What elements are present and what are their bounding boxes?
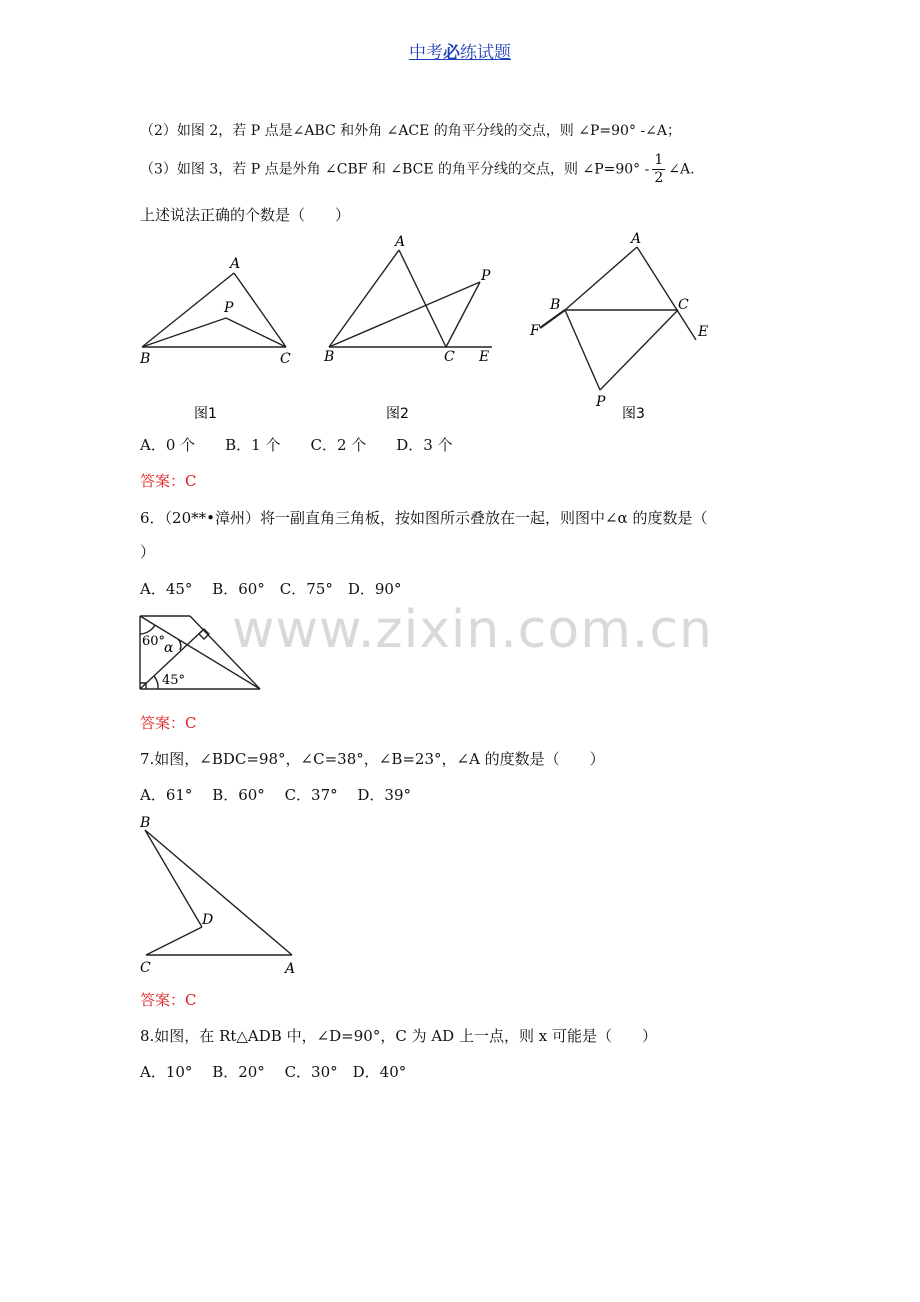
figure-3 <box>520 225 720 430</box>
fig1-label-c: C <box>280 351 291 367</box>
fig1-label-p: P <box>224 300 234 316</box>
fig3-label-f: F <box>530 323 540 339</box>
fig3-label-p: P <box>596 394 606 410</box>
q7-label-a: A <box>285 961 296 977</box>
q6-arc-60 <box>140 625 155 634</box>
fig3-label-c: C <box>678 297 689 313</box>
fig2-label-a: A <box>395 234 406 250</box>
fig2-label-b: B <box>324 349 335 365</box>
fig2-label-p: P <box>481 268 491 284</box>
fig3-label-b: B <box>550 297 561 313</box>
q5-statement-3-pre: （3）如图 3，若 P 点是外角 ∠CBF 和 ∠BCE 的角平分线的交点，则 ∠P=90° - <box>140 161 650 178</box>
q5-statement-2: （2）如图 2，若 P 点是∠ABC 和外角 ∠ACE 的角平分线的交点，则 ∠P=90° -∠A； <box>140 123 681 139</box>
q7-stem: 7.如图，∠BDC=98°，∠C=38°，∠B=23°，∠A 的度数是（ ） <box>140 750 605 768</box>
fig1-segment-ac <box>234 273 286 347</box>
fig3-label-a: A <box>631 231 642 247</box>
fig1-segment-bp <box>142 318 226 347</box>
q6-answer: 答案：C <box>140 714 197 732</box>
q7-label-d: D <box>202 912 214 928</box>
q6-label-alpha: α <box>164 640 174 656</box>
q8-options: A．10° B．20° C．30° D．40° <box>140 1063 407 1081</box>
q6-arc-45 <box>154 676 158 689</box>
fig2-label-c: C <box>444 349 455 365</box>
q7-segment-bd <box>145 830 202 927</box>
watermark: www.zixin.com.cn <box>232 600 713 660</box>
fraction-half <box>652 152 665 187</box>
fig2-label-e: E <box>479 349 490 365</box>
q7-figure <box>134 810 304 980</box>
q7-segment-dc <box>146 927 202 955</box>
q5-options: A．0 个 B．1 个 C．2 个 D．3 个 <box>140 436 453 454</box>
fig1-label-b: B <box>140 351 151 367</box>
fig1-caption: 图1 <box>194 406 217 422</box>
fig2-caption: 图2 <box>386 406 409 422</box>
q6-options: A．45° B．60° C．75° D．90° <box>140 580 402 598</box>
header-part1: 中考 <box>409 43 443 63</box>
fig1-segment-pc <box>226 318 286 347</box>
header-part3: 练试题 <box>460 43 511 63</box>
q8-stem: 8.如图，在 Rt△ADB 中，∠D=90°，C 为 AD 上一点，则 x 可能是（ ） <box>140 1027 657 1045</box>
q6-stem-line-1: 6．（20**•漳州）将一副直角三角板，按如图所示叠放在一起，则图中∠α 的度数是（ <box>140 509 708 527</box>
fig3-segment-ae <box>637 247 696 340</box>
fraction-denominator: 2 <box>654 170 664 186</box>
fig3-label-e: E <box>698 324 709 340</box>
fig3-caption: 图3 <box>622 406 645 422</box>
q7-segment-ba <box>145 830 292 955</box>
fig1-label-a: A <box>230 256 241 272</box>
q7-label-c: C <box>140 960 151 976</box>
q7-answer: 答案：C <box>140 991 197 1009</box>
figure-2 <box>320 230 505 430</box>
q6-label-45: 45° <box>162 673 186 688</box>
fig3-segment-bp <box>565 310 600 390</box>
q6-label-60: 60° <box>142 634 166 649</box>
q7-label-b: B <box>140 815 151 831</box>
q7-options: A．61° B．60° C．37° D．39° <box>140 786 412 804</box>
figure-1 <box>134 250 304 430</box>
header-part2: 必 <box>443 43 460 63</box>
q5-answer: 答案：C <box>140 472 197 490</box>
fig3-segment-cp <box>600 310 678 390</box>
fig3-segment-ba <box>565 247 637 310</box>
page-header <box>0 38 920 63</box>
fraction-numerator: 1 <box>654 152 664 168</box>
fig2-segment-ac <box>399 250 446 347</box>
q5-statement-3-post: ∠A. <box>668 161 695 178</box>
q6-stem-line-2: ） <box>140 543 156 561</box>
q5-statement-3 <box>140 152 695 187</box>
fig1-segment-ba <box>142 273 234 347</box>
q5-prompt: 上述说法正确的个数是（ ） <box>140 206 351 224</box>
fig2-segment-cp <box>446 282 480 347</box>
